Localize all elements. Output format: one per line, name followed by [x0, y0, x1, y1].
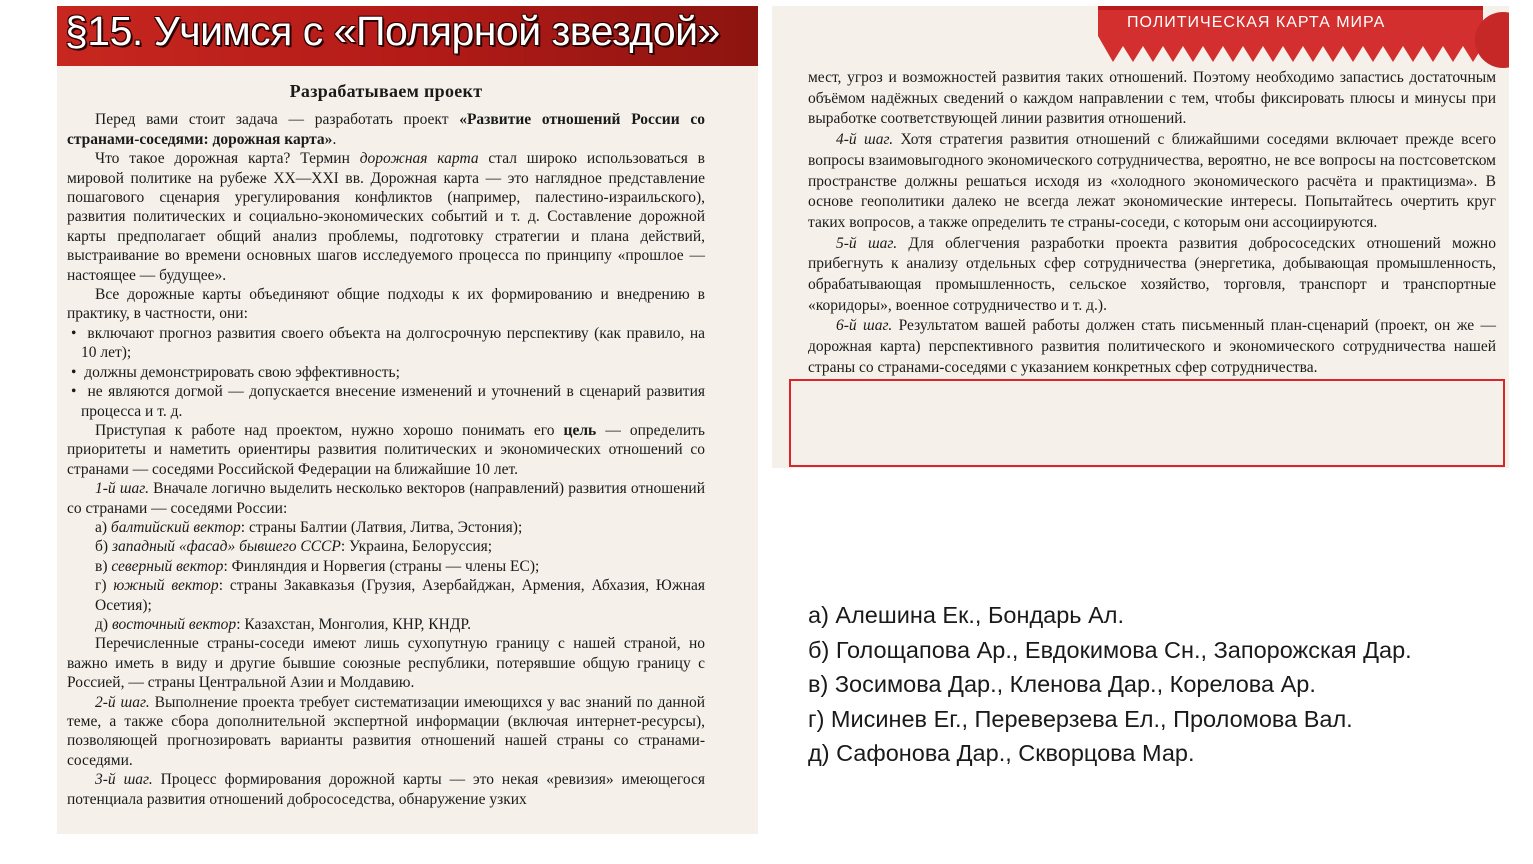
team-item: д) Сафонова Дар., Скворцова Мар.	[808, 740, 1195, 766]
step-3-text: Процесс формирования дорожной карты — это некая «ревизия» имеющегося потенциала развития отношений добрососедства, обнаружение узких	[67, 771, 705, 808]
team-item: а) Алешина Ек., Бондарь Ал.	[808, 602, 1124, 628]
left-page-body	[67, 82, 705, 809]
section-title: §15. Учимся с «Полярной звездой»	[65, 8, 720, 54]
definition-term: дорожная карта	[359, 150, 479, 168]
step-4-text: Хотя стратегия развития отношений с ближайшими соседями включает прежде всего вопросы взаимовыгодного экономического сотрудничества, вероятно, не все вопросы на постсоветском пространстве должны решаться исходя из «холодного экономического расчёта и практицизма». В основе геополитики далеко не всегда лежат экономические интересы. Попытайтесь очертить круг таких вопросов, а также определить те страны-соседи, с которым они ассоциируются.	[808, 131, 1496, 231]
intro-text: Перед вами стоит задача — разработать проект	[95, 111, 460, 129]
bullet-icon: •	[71, 363, 85, 381]
chapter-title: ПОЛИТИЧЕСКАЯ КАРТА МИРА	[1127, 14, 1386, 31]
intro-end: .	[332, 130, 337, 148]
team-list	[808, 598, 1412, 771]
vector-text: : Финляндия и Норвегия (страны — члены ЕС);	[223, 557, 540, 575]
textbook-page-left	[57, 6, 758, 834]
bullet-text: включают прогноз развития своего объекта на долгосрочную перспективу (как правило, на 10 лет);	[81, 324, 705, 362]
vector-letter: г)	[95, 577, 107, 595]
chapter-ribbon	[772, 6, 1509, 68]
vector-letter: д)	[95, 615, 109, 633]
bullet-text: должны демонстрировать свою эффективность;	[84, 363, 400, 381]
step-2-label: 2-й шаг.	[95, 693, 150, 711]
bullet-icon: •	[71, 383, 88, 401]
bullet-item	[67, 382, 705, 421]
vector-name: восточный вектор	[111, 615, 237, 633]
vector-name: западный «фасад» бывшего СССР	[111, 538, 341, 556]
vector-name: балтийский вектор	[110, 518, 241, 536]
vector-name: северный вектор	[111, 557, 224, 575]
step-3-label: 3-й шаг.	[95, 771, 153, 789]
right-page-body	[808, 68, 1496, 379]
neighbors-paragraph: Перечисленные страны-соседи имеют лишь сухопутную границу с нашей страной, но важно иметь в виду и другие бывшие союзные республики, потерявшие общую границу с Россией, — страны Центральной Азии и Молдавию.	[67, 635, 705, 692]
step-1-text: Вначале логично выделить несколько векторов (направлений) развития отношений со странами — соседями России:	[67, 480, 705, 517]
intro-paragraph	[67, 110, 705, 149]
goal-text-1: Приступая к работе над проектом, нужно хорошо понимать его	[95, 421, 564, 439]
step-5-paragraph	[808, 234, 1496, 317]
step-4-paragraph	[808, 130, 1496, 234]
vector-letter: в)	[95, 557, 108, 575]
step-3-paragraph	[67, 770, 705, 809]
step-6-highlight-frame	[789, 379, 1505, 467]
definition-text-1: Что такое дорожная карта? Термин	[95, 150, 360, 168]
bullet-icon: •	[71, 324, 88, 342]
vector-name: южный вектор	[113, 577, 219, 595]
step-2-paragraph	[67, 693, 705, 771]
team-item: в) Зосимова Дар., Кленова Дар., Корелова Ар.	[808, 671, 1316, 697]
vector-item-baltic	[67, 518, 705, 537]
vector-item-south	[67, 576, 705, 615]
definition-text-2: стал широко использоваться в мировой политике на рубеже XX—XXI вв. Дорожная карта — это наглядное представление пошагового сценария урегулирования конфликтов (например, палестино-израильского), развития политических и социально-экономических событий и т. д. Составление дорожной карты предполагает общий анализ проблемы, подготовку стратегии и плана действий, выстраивание во времени основных шагов исследуемого процесса по принципу «прошлое — настоящее — будущее».	[67, 150, 705, 284]
vector-letter: б)	[95, 538, 109, 556]
vector-text: : страны Закавказья (Грузия, Азербайджан, Армения, Абхазия, Южная Осетия);	[95, 577, 705, 614]
vector-text: : Украина, Белоруссия;	[340, 538, 493, 556]
goal-paragraph	[67, 421, 705, 479]
step-4-label: 4-й шаг.	[836, 131, 894, 149]
step-6-text: Результатом вашей работы должен стать письменный план-сценарий (проект, он же — дорожная карта) перспективного развития политического и экономического сотрудничества нашей страны со странами-соседями с указанием конкретных сфер сотрудничества.	[808, 317, 1496, 376]
approaches-paragraph: Все дорожные карты объединяют общие подходы к их формированию и внедрению в практику, в частности, они:	[67, 286, 705, 323]
continuation-paragraph: мест, угроз и возможностей развития таких отношений. Поэтому необходимо запастись достаточным объёмом надёжных сведений о каждом направлении с тем, чтобы фиксировать плюсы и минусы при выработке соответствующей линии развития отношений.	[808, 69, 1496, 128]
vector-item-east	[67, 615, 705, 634]
vector-item-north	[67, 557, 705, 576]
project-name: «Развитие отношений России со странами-соседями: дорожная карта»	[67, 111, 705, 148]
bullet-item	[67, 363, 705, 382]
step-6-paragraph	[808, 316, 1496, 378]
team-item: г) Мисинев Ег., Переверзева Ел., Проломова Вал.	[808, 705, 1353, 732]
section-title-band	[57, 6, 758, 66]
vector-text: : страны Балтии (Латвия, Литва, Эстония);	[240, 518, 523, 536]
goal-text-2: — определить приоритеты и наметить ориентиры развития политических и экономических отношений со странами — соседями Российской Федерации на ближайшие 10 лет.	[67, 421, 706, 478]
step-1-label: 1-й шаг.	[95, 480, 149, 498]
team-item: б) Голощапова Ар., Евдокимова Сн., Запорожская Дар.	[808, 636, 1412, 663]
bullet-item	[67, 324, 705, 363]
vector-letter: а)	[95, 518, 108, 536]
definition-paragraph	[67, 149, 705, 285]
bullet-text: не являются догмой — допускается внесение изменений и уточнений в сценарий развития процесса и т. д.	[81, 383, 705, 420]
goal-keyword: цель	[563, 421, 597, 439]
step-5-label: 5-й шаг.	[836, 234, 898, 252]
vector-item-west	[67, 537, 705, 556]
step-2-text: Выполнение проекта требует систематизации имеющихся у вас знаний по данной теме, а также сбора дополнительной экспертной информации (включая интернет-ресурсы), позволяющей прогнозировать варианты развития отношений нашей страны со странами-соседями.	[67, 693, 705, 769]
step-6-label: 6-й шаг.	[836, 317, 893, 335]
vector-text: : Казахстан, Монголия, КНР, КНДР.	[236, 615, 471, 633]
project-heading: Разрабатываем проект	[289, 81, 483, 101]
step-5-text: Для облегчения разработки проекта развития добрососедских отношений можно прибегнуть к анализу отдельных сфер сотрудничества (энергетика, добывающая промышленность, обрабатывающая промышленность, сельское хозяйство, торговля, транспорт и транспортные «коридоры», военное сотрудничество и т. д.).	[808, 234, 1496, 314]
step-1-paragraph	[67, 479, 705, 518]
